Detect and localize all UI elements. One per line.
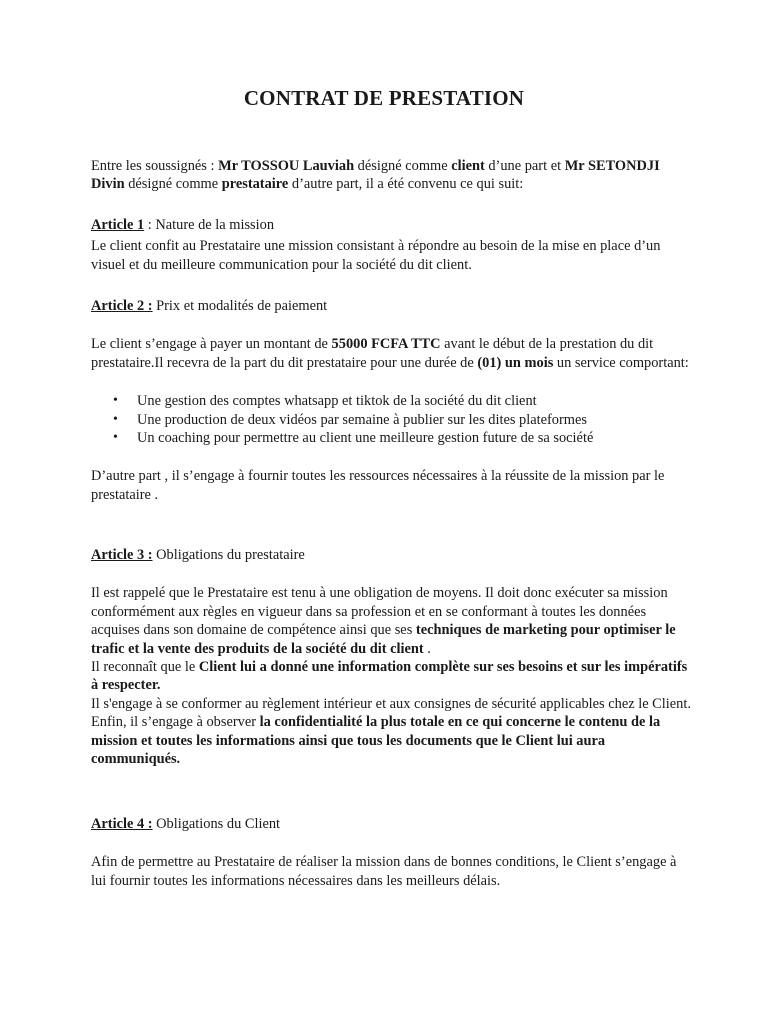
article-4 (91, 815, 691, 890)
article-4-body: Afin de permettre au Prestataire de réaliser la mission dans de bonnes conditions, le Client s’engage à lui fournir toutes les informations nécessaires dans les meilleurs délais. (91, 854, 677, 889)
article-3-paragraph-1 (91, 584, 691, 658)
article-3-paragraph-2 (91, 658, 691, 695)
duration: (01) un mois (477, 354, 554, 371)
list-item: • Une gestion des comptes whatsapp et tiktok de la société du dit client (91, 392, 691, 410)
article-3-paragraph-3: Il s'engage à se conformer au règlement intérieur et aux consignes de sécurité applicables chez le Client. (91, 695, 691, 712)
article-1-sep: : (144, 217, 156, 233)
article-2-label: Article 2 : (91, 298, 153, 314)
article-3-emphasis: Client lui a donné une information complète sur ses besoins et sur les impératifs à respecter. (91, 659, 688, 694)
article-3-text: Il est rappelé que le Prestataire est tenu à une obligation de moyens. Il doit donc exécuter sa mission conformément aux règles en vigueur dans sa profession et en se conformant à toutes les données acquises dans son domaine de compétence ainsi que ses (91, 585, 668, 639)
article-2-paragraph-2: D’autre part , il s’engage à fournir toutes les ressources nécessaires à la réussite de la mission par le prestataire . (91, 468, 665, 503)
intro-paragraph (91, 157, 691, 194)
article-2-paragraph-1 (91, 335, 691, 372)
client-name: Mr TOSSOU Lauviah (218, 158, 355, 174)
article-3-paragraph-4 (91, 713, 691, 768)
article-1-label: Article 1 (91, 217, 145, 233)
intro-text: Entre les soussignés : (91, 158, 219, 174)
document-title: CONTRAT DE PRESTATION (243, 86, 525, 110)
article-1 (91, 216, 691, 274)
list-item: • Une production de deux vidéos par semaine à publier sur les dites plateformes (91, 411, 691, 429)
intro-text: d’une part et (484, 158, 565, 174)
list-item: • Un coaching pour permettre au client une meilleure gestion future de sa société (91, 429, 691, 447)
provider-role: prestataire (221, 176, 289, 193)
article-1-body: Le client confit au Prestataire une mission consistant à répondre au besoin de la mise en place d’un visuel et du meilleure communication pour la société du dit client. (91, 238, 661, 273)
article-3-text: Il reconnaît que le (91, 659, 199, 676)
article-3-text: . (423, 640, 431, 657)
article-2 (91, 297, 691, 504)
intro-text: désigné comme (124, 176, 222, 193)
article-3-label: Article 3 : (91, 547, 153, 563)
article-3-emphasis: la confidentialité la plus totale en ce qui concerne le contenu de la mission et toutes les informations ainsi que tous les documents que le Client lui aura communiqués. (91, 714, 661, 768)
article-2-text: un service comportant: (553, 354, 689, 371)
services-list (91, 392, 691, 447)
client-role: client (451, 158, 485, 174)
article-3-heading: Obligations du prestataire (152, 547, 305, 563)
intro-text: d’autre part, il a été convenu ce qui suit: (288, 176, 524, 193)
article-1-heading: Nature de la mission (155, 217, 275, 233)
article-4-label: Article 4 : (91, 816, 153, 832)
article-4-heading: Obligations du Client (152, 816, 281, 832)
article-2-text: avant le début de la prestation du dit prestataire.Il recevra de la part du dit prestataire pour une durée de (91, 336, 654, 371)
article-2-text: Le client s’engage à payer un montant de (91, 336, 332, 353)
article-3 (91, 546, 691, 768)
intro-text: désigné comme (354, 158, 452, 174)
provider-name: Mr SETONDJI Divin (91, 158, 660, 193)
amount: 55000 FCFA TTC (331, 336, 441, 353)
article-2-heading: Prix et modalités de paiement (152, 298, 328, 314)
article-3-emphasis: techniques de marketing pour optimiser le trafic et la vente des produits de la société du dit client (91, 622, 676, 657)
article-3-text: Enfin, il s’engage à observer (91, 714, 260, 731)
